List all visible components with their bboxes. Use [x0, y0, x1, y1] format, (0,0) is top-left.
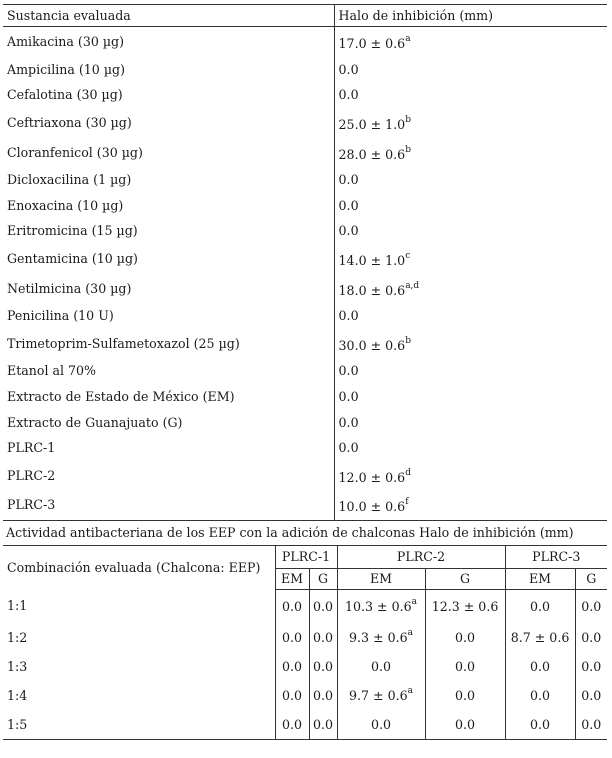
- halo-value: 0.0: [530, 716, 551, 732]
- table-row: [3, 108, 607, 138]
- halo-value: 0.0: [312, 716, 334, 732]
- subheader-plrc2-g: G: [425, 568, 505, 589]
- halo-value: 0.0: [281, 716, 303, 732]
- halo-value-cell: [575, 589, 607, 623]
- halo-value-cell: [334, 329, 607, 359]
- halo-value: 0.0: [281, 629, 303, 645]
- group-header-plrc-2: PLRC-2: [337, 546, 505, 569]
- group-header-plrc-3: PLRC-3: [505, 546, 607, 569]
- table-row: [3, 137, 607, 167]
- halo-value-cell: [505, 710, 575, 740]
- substance-name: Extracto de Estado de México (EM): [3, 384, 334, 410]
- significance-letter: f: [405, 497, 409, 508]
- halo-value-cell: [275, 652, 309, 681]
- halo-value: 0.0: [338, 61, 359, 77]
- halo-value-cell: [275, 710, 309, 740]
- significance-letter: a: [407, 685, 414, 696]
- halo-value-cell: [425, 652, 505, 681]
- substance-name: Ceftriaxona (30 µg): [3, 108, 334, 138]
- halo-value: 0.0: [338, 223, 359, 239]
- halo-value: 0.0: [312, 629, 334, 645]
- halo-value: 0.0: [371, 716, 392, 732]
- halo-value: 0.0: [281, 687, 303, 703]
- combination-column-header: Combinación evaluada (Chalcona: EEP): [3, 546, 275, 590]
- subheader-plrc3-em: EM: [505, 568, 575, 589]
- table-row: [3, 652, 607, 681]
- table-row: [3, 681, 607, 710]
- halo-value: 0.0: [338, 440, 359, 456]
- significance-letter: b: [405, 115, 411, 126]
- halo-column-header: Halo de inhibición (mm): [334, 5, 607, 27]
- substance-name: Enoxacina (10 µg): [3, 193, 334, 219]
- halo-value-cell: [334, 244, 607, 274]
- substance-name: PLRC-2: [3, 461, 334, 491]
- halo-value-cell: [275, 589, 309, 623]
- halo-value-cell: [309, 681, 337, 710]
- table2-caption: Actividad antibacteriana de los EEP con la adición de chalconas Halo de inhibición (mm): [3, 521, 607, 546]
- significance-letter: a,d: [405, 280, 420, 291]
- halo-value-cell: [505, 623, 575, 652]
- significance-letter: c: [405, 251, 411, 262]
- halo-value-cell: [337, 652, 425, 681]
- substance-name: Penicilina (10 U): [3, 303, 334, 329]
- substance-name: Dicloxacilina (1 µg): [3, 167, 334, 193]
- halo-value-cell: [309, 710, 337, 740]
- halo-value: 0.0: [338, 197, 359, 213]
- halo-value: 9.3 ± 0.6: [349, 629, 408, 645]
- table-row: [3, 303, 607, 329]
- halo-value: 0.0: [581, 687, 602, 703]
- halo-value-cell: [334, 82, 607, 108]
- table-row: [3, 82, 607, 108]
- significance-letter: b: [405, 335, 411, 346]
- halo-value: 0.0: [581, 629, 602, 645]
- halo-value-cell: [505, 652, 575, 681]
- halo-value-cell: [334, 273, 607, 303]
- halo-value-cell: [425, 589, 505, 623]
- halo-value: 9.7 ± 0.6: [349, 687, 408, 703]
- table-row: [3, 27, 607, 57]
- halo-value: 18.0 ± 0.6: [338, 282, 406, 298]
- halo-value: 0.0: [338, 414, 359, 430]
- table-row: [3, 193, 607, 219]
- substance-name: Cloranfenicol (30 µg): [3, 137, 334, 167]
- halo-value: 0.0: [455, 687, 476, 703]
- table-row: [3, 589, 607, 623]
- halo-value: 0.0: [281, 598, 303, 614]
- halo-value-cell: [334, 435, 607, 461]
- halo-value-cell: [425, 710, 505, 740]
- substance-name: PLRC-1: [3, 435, 334, 461]
- halo-value-cell: [337, 710, 425, 740]
- halo-value-cell: [309, 623, 337, 652]
- substance-name: Netilmicina (30 µg): [3, 273, 334, 303]
- halo-value-cell: [334, 490, 607, 520]
- halo-value-cell: [275, 623, 309, 652]
- halo-value: 0.0: [312, 598, 334, 614]
- halo-value: 0.0: [338, 87, 359, 103]
- halo-value-cell: [334, 218, 607, 244]
- substance-column-header: Sustancia evaluada: [3, 5, 334, 27]
- significance-letter: a: [411, 596, 418, 607]
- halo-value: 30.0 ± 0.6: [338, 337, 406, 353]
- halo-value: 0.0: [455, 716, 476, 732]
- halo-value: 0.0: [338, 363, 359, 379]
- table-row: [3, 167, 607, 193]
- table2-group-row: [3, 546, 607, 569]
- halo-value-cell: [505, 681, 575, 710]
- table-row: [3, 384, 607, 410]
- halo-value: 28.0 ± 0.6: [338, 146, 406, 162]
- halo-value-cell: [334, 193, 607, 219]
- halo-value: 0.0: [338, 172, 359, 188]
- halo-value-cell: [334, 167, 607, 193]
- halo-value-cell: [575, 623, 607, 652]
- table-row: [3, 358, 607, 384]
- halo-value: 17.0 ± 0.6: [338, 36, 406, 52]
- substance-name: Cefalotina (30 µg): [3, 82, 334, 108]
- halo-value-cell: [575, 652, 607, 681]
- halo-value-cell: [334, 409, 607, 435]
- substance-name: Extracto de Guanajuato (G): [3, 409, 334, 435]
- combination-label: 1:2: [3, 623, 275, 652]
- halo-value: 0.0: [371, 658, 392, 674]
- halo-value-cell: [425, 623, 505, 652]
- halo-value-cell: [334, 358, 607, 384]
- halo-value: 0.0: [312, 687, 334, 703]
- halo-value: 0.0: [455, 629, 476, 645]
- table-row: [3, 329, 607, 359]
- halo-value: 0.0: [581, 658, 602, 674]
- antibiotic-inhibition-table: [3, 4, 607, 521]
- substance-name: Ampicilina (10 µg): [3, 57, 334, 83]
- halo-value: 0.0: [581, 716, 602, 732]
- halo-value-cell: [337, 589, 425, 623]
- table-row: [3, 490, 607, 520]
- halo-value: 0.0: [530, 687, 551, 703]
- halo-value-cell: [275, 681, 309, 710]
- halo-value-cell: [334, 384, 607, 410]
- subheader-plrc3-g: G: [575, 568, 607, 589]
- halo-value: 14.0 ± 1.0: [338, 253, 406, 269]
- halo-value-cell: [505, 589, 575, 623]
- significance-letter: b: [405, 144, 411, 155]
- table-row: [3, 57, 607, 83]
- halo-value: 0.0: [312, 658, 334, 674]
- halo-value: 10.0 ± 0.6: [338, 499, 406, 515]
- halo-value: 0.0: [530, 598, 551, 614]
- significance-letter: a: [405, 34, 411, 45]
- halo-value: 0.0: [530, 658, 551, 674]
- halo-value-cell: [334, 461, 607, 491]
- substance-name: Trimetoprim-Sulfametoxazol (25 µg): [3, 329, 334, 359]
- halo-value: 0.0: [281, 658, 303, 674]
- table1-header-row: [3, 5, 607, 27]
- table-row: [3, 461, 607, 491]
- halo-value: 0.0: [455, 658, 476, 674]
- subheader-plrc2-em: EM: [337, 568, 425, 589]
- halo-value-cell: [334, 27, 607, 57]
- table-row: [3, 623, 607, 652]
- halo-value-cell: [309, 589, 337, 623]
- significance-letter: a: [407, 627, 414, 638]
- group-header-plrc-1: PLRC-1: [275, 546, 337, 569]
- substance-name: Gentamicina (10 µg): [3, 244, 334, 274]
- halo-value: 10.3 ± 0.6: [345, 598, 412, 614]
- halo-value: 12.3 ± 0.6: [431, 598, 499, 614]
- table-row: [3, 435, 607, 461]
- subheader-plrc1-g: G: [309, 568, 337, 589]
- substance-name: PLRC-3: [3, 490, 334, 520]
- halo-value-cell: [337, 623, 425, 652]
- table-row: [3, 244, 607, 274]
- table-row: [3, 710, 607, 740]
- halo-value: 0.0: [581, 598, 602, 614]
- halo-value: 12.0 ± 0.6: [338, 469, 406, 485]
- chalcone-combination-table: [3, 546, 607, 740]
- halo-value-cell: [334, 303, 607, 329]
- halo-value-cell: [334, 108, 607, 138]
- table-row: [3, 273, 607, 303]
- substance-name: Eritromicina (15 µg): [3, 218, 334, 244]
- significance-letter: d: [405, 467, 411, 478]
- halo-value: 8.7 ± 0.6: [510, 629, 570, 645]
- substance-name: Etanol al 70%: [3, 358, 334, 384]
- halo-value: 0.0: [338, 389, 359, 405]
- substance-name: Amikacina (30 µg): [3, 27, 334, 57]
- combination-label: 1:5: [3, 710, 275, 740]
- combination-label: 1:4: [3, 681, 275, 710]
- combination-label: 1:3: [3, 652, 275, 681]
- subheader-plrc1-em: EM: [275, 568, 309, 589]
- halo-value-cell: [334, 57, 607, 83]
- combination-label: 1:1: [3, 589, 275, 623]
- halo-value: 0.0: [338, 308, 359, 324]
- halo-value-cell: [309, 652, 337, 681]
- table-row: [3, 218, 607, 244]
- halo-value-cell: [425, 681, 505, 710]
- halo-value-cell: [575, 710, 607, 740]
- results-document: [3, 4, 607, 740]
- table-row: [3, 409, 607, 435]
- halo-value-cell: [337, 681, 425, 710]
- halo-value-cell: [334, 137, 607, 167]
- halo-value: 25.0 ± 1.0: [338, 117, 406, 133]
- halo-value-cell: [575, 681, 607, 710]
